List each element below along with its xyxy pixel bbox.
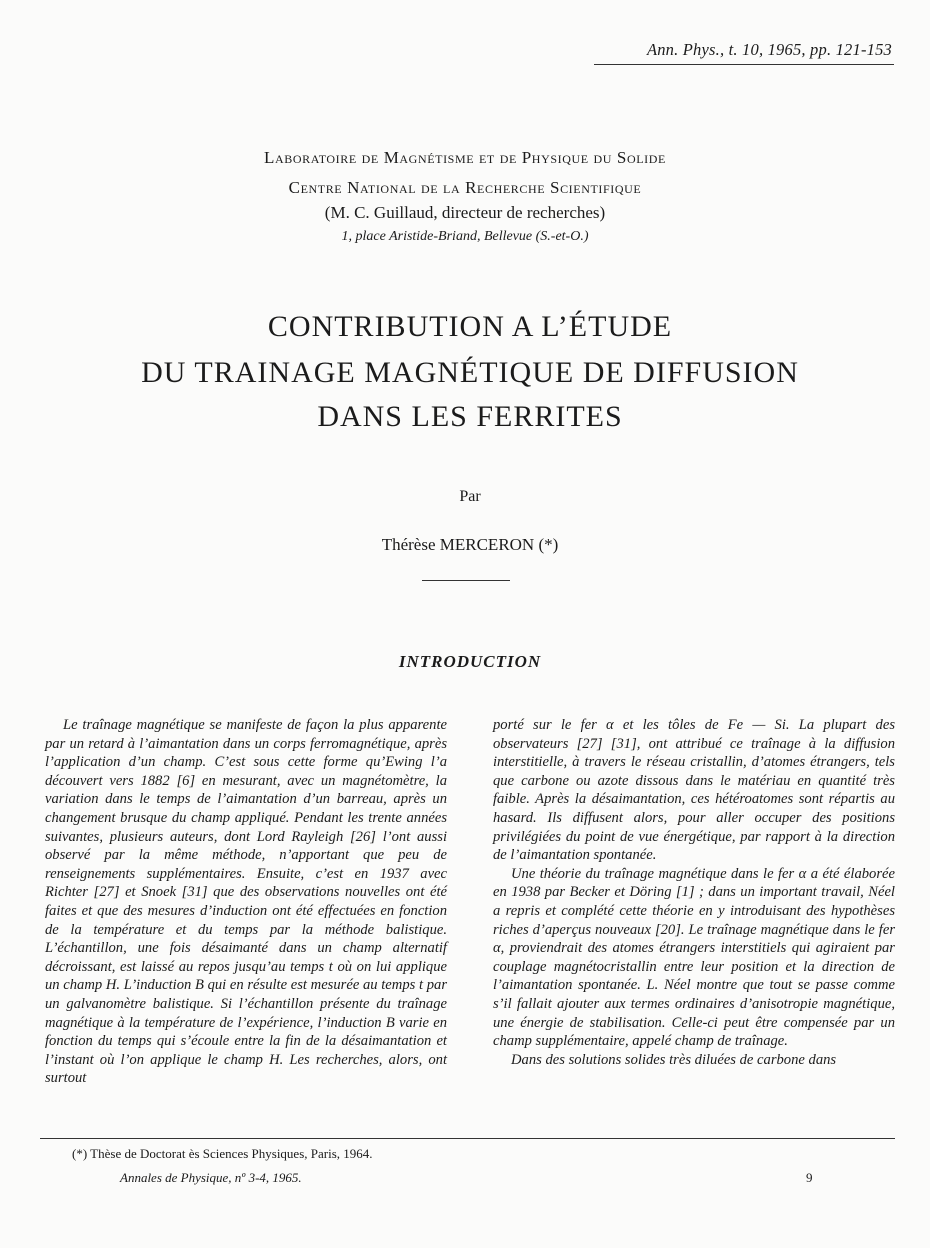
journal-reference: Ann. Phys., t. 10, 1965, pp. 121-153 <box>646 40 892 59</box>
page-number: 9 <box>806 1170 813 1185</box>
left-column <box>45 716 447 1088</box>
journal-issue: Annales de Physique, nº 3-4, 1965. <box>120 1170 302 1185</box>
paper-title-line-1: CONTRIBUTION A L’ÉTUDE <box>267 310 673 343</box>
paper-title-line-2: DU TRAINAGE MAGNÉTIQUE DE DIFFUSION <box>141 356 799 389</box>
author-name: Thérèse MERCERON (*) <box>381 535 559 554</box>
body-paragraph: Une théorie du traînage magnétique dans le fer α a été élaborée en 1938 par Becker et Döring [1] ; dans un important travail, Néel a repris et complété cette théorie en y introduisant des hypothèses riches d’aperçus nouveaux [20]. Le traînage magnétique dans le fer α, proviendrait des atomes étrangers interstitiels qui agiraient par couplage magnétocristallin entre leur position et la direction de l’aimantation spontanée. L. Néel montre que tout se passe comme s’il fallait ajouter aux termes ordinaires d’anisotropie magnétique, une énergie de stabilisation. Celle-ci peut être compensée par un champ supplémentaire, appelé champ de traînage. <box>493 865 895 1050</box>
paper-title-line-3: DANS LES FERRITES <box>317 400 623 433</box>
body-paragraph: Dans des solutions solides très diluées de carbone dans <box>511 1051 837 1068</box>
by-label: Par <box>459 488 481 505</box>
right-column <box>493 716 895 1069</box>
section-heading: INTRODUCTION <box>398 652 542 671</box>
address-line: 1, place Aristide-Briand, Bellevue (S.-et-O.) <box>341 229 589 244</box>
laboratory-name: Laboratoire de Magnétisme et de Physique du Solide <box>264 148 666 167</box>
footnote: (*) Thèse de Doctorat ès Sciences Physiques, Paris, 1964. <box>72 1146 373 1161</box>
institution-name: Centre National de la Recherche Scientifique <box>288 178 642 197</box>
footnote-rule <box>40 1138 895 1139</box>
body-paragraph: porté sur le fer α et les tôles de Fe — Si. La plupart des observateurs [27] [31], ont attribué ce traînage à la diffusion interstitielle, à travers le réseau cristallin, d’atomes étrangers, tels que carbone ou azote dissous dans le matériau en quantité très faible. Après la désaimantation, ces hétéroatomes sont répartis au hasard. Ils diffusent alors, pour aller occuper des positions privilégiées du point de vue énergétique, par rapport à la direction de l’aimantation spontanée. <box>493 717 895 864</box>
director-line: (M. C. Guillaud, directeur de recherches) <box>324 203 606 222</box>
body-paragraph: Le traînage magnétique se manifeste de façon la plus apparente par un retard à l’aimantation dans un corps ferromagnétique, après l’application d’un champ. C’est sous cette forme qu’Ewing l’a découvert vers 1882 [6] en mesurant, avec un magnétomètre, la variation dans le temps de l’aimantation d’un barreau, après un changement brusque du champ appliqué. Pendant les trente années suivantes, plusieurs auteurs, dont Lord Rayleigh [26] l’ont aussi observé par la même méthode, n’apportant que peu de renseignements supplémentaires. Ensuite, c’est en 1937 avec Richter [27] et Snoek [31] que des observations nouvelles ont été faites et que des mesures d’induction ont été effectuées en fonction de la température et du temps par la méthode balistique. L’échantillon, une fois désaimanté dans un champ alternatif décroissant, est laissé au repos jusqu’au temps t où on lui applique un champ H. L’induction B qui en résulte est mesurée au temps t par un galvanomètre balistique. Si l’échantillon présente du traînage magnétique à la température de l’expérience, l’induction B varie en fonction du temps qui s’écoule entre la fin de la désaimantation et l’instant où l’on applique le champ H. Les recherches, alors, ont surtout <box>45 717 447 1087</box>
author-divider <box>422 580 510 581</box>
header-rule <box>594 64 894 65</box>
